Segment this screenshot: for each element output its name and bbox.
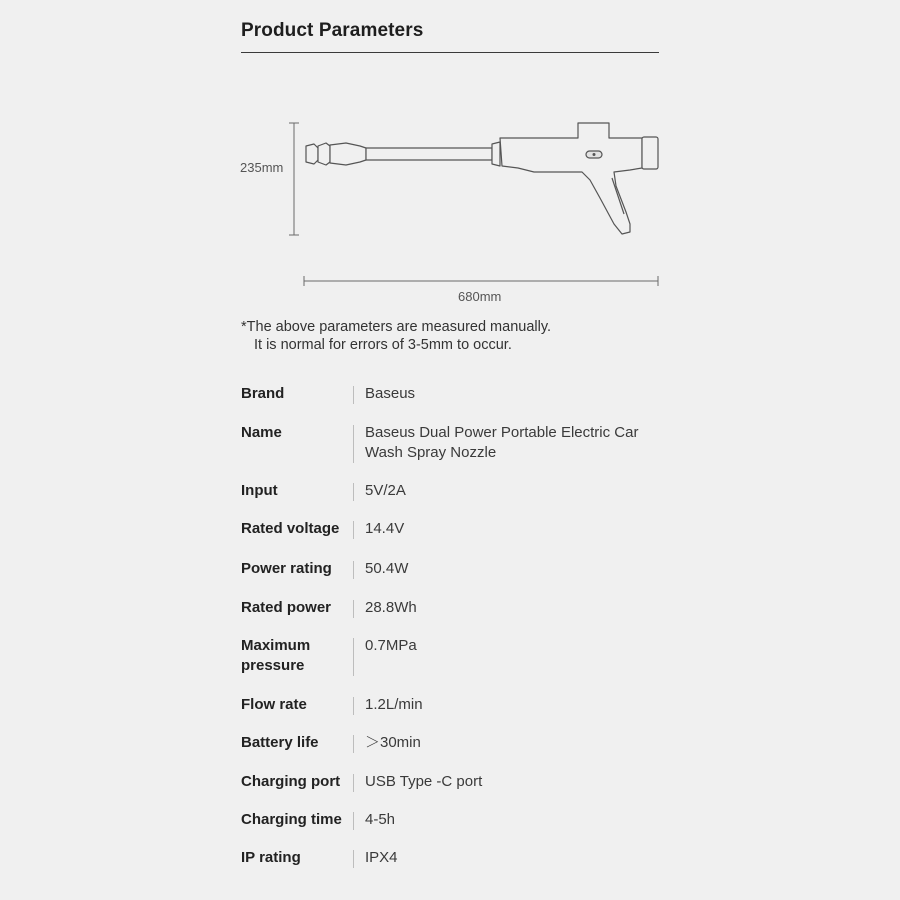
spec-separator bbox=[353, 521, 354, 539]
spray-gun-drawing bbox=[0, 0, 900, 310]
spec-separator bbox=[353, 850, 354, 868]
spec-value: Baseus Dual Power Portable Electric Car Wash Spray Nozzle bbox=[365, 424, 639, 461]
spec-value: 50.4W bbox=[365, 560, 409, 577]
spec-separator bbox=[353, 697, 354, 715]
spec-value: Baseus bbox=[365, 385, 416, 402]
spec-value: 28.8Wh bbox=[365, 599, 417, 616]
note-line-1: *The above parameters are measured manually. bbox=[241, 319, 552, 335]
spec-value: IPX4 bbox=[365, 849, 398, 866]
spec-value: 5V/2A bbox=[365, 482, 406, 499]
spec-value: 4-5h bbox=[365, 811, 396, 828]
spec-separator bbox=[353, 812, 354, 830]
spec-value: 1.2L/min bbox=[365, 696, 423, 713]
length-dimension-label: 680mm bbox=[458, 289, 502, 304]
measurement-note bbox=[241, 318, 551, 354]
spec-label: Rated power bbox=[241, 599, 332, 616]
spec-label: Charging port bbox=[241, 773, 341, 790]
spec-separator bbox=[353, 386, 354, 404]
spec-separator bbox=[353, 735, 354, 753]
spec-separator bbox=[353, 774, 354, 792]
height-dimension-label: 235mm bbox=[240, 160, 284, 175]
spec-separator bbox=[353, 483, 354, 501]
spec-label: Rated voltage bbox=[241, 520, 340, 537]
spec-label: Flow rate bbox=[241, 696, 307, 713]
spec-value: USB Type -C port bbox=[365, 773, 483, 790]
spec-separator bbox=[353, 600, 354, 618]
spec-label: Brand bbox=[241, 385, 285, 402]
spec-separator bbox=[353, 638, 354, 676]
spec-separator bbox=[353, 561, 354, 579]
page-title: Product Parameters bbox=[241, 20, 424, 41]
spray-gun-outline bbox=[306, 123, 658, 234]
spec-value: 0.7MPa bbox=[365, 637, 417, 654]
spec-label: IP rating bbox=[241, 849, 301, 866]
spec-value: 14.4V bbox=[365, 520, 405, 537]
note-line-2: It is normal for errors of 3-5mm to occur. bbox=[254, 337, 512, 353]
spec-label: Power rating bbox=[241, 560, 332, 577]
spec-label: Name bbox=[241, 424, 282, 441]
spec-separator bbox=[353, 425, 354, 463]
spec-label: Charging time bbox=[241, 811, 342, 828]
spec-label: Battery life bbox=[241, 734, 319, 751]
spec-value: ＞30min bbox=[365, 734, 421, 751]
spec-label: Input bbox=[241, 482, 278, 499]
spec-label: Maximum pressure bbox=[241, 637, 311, 674]
